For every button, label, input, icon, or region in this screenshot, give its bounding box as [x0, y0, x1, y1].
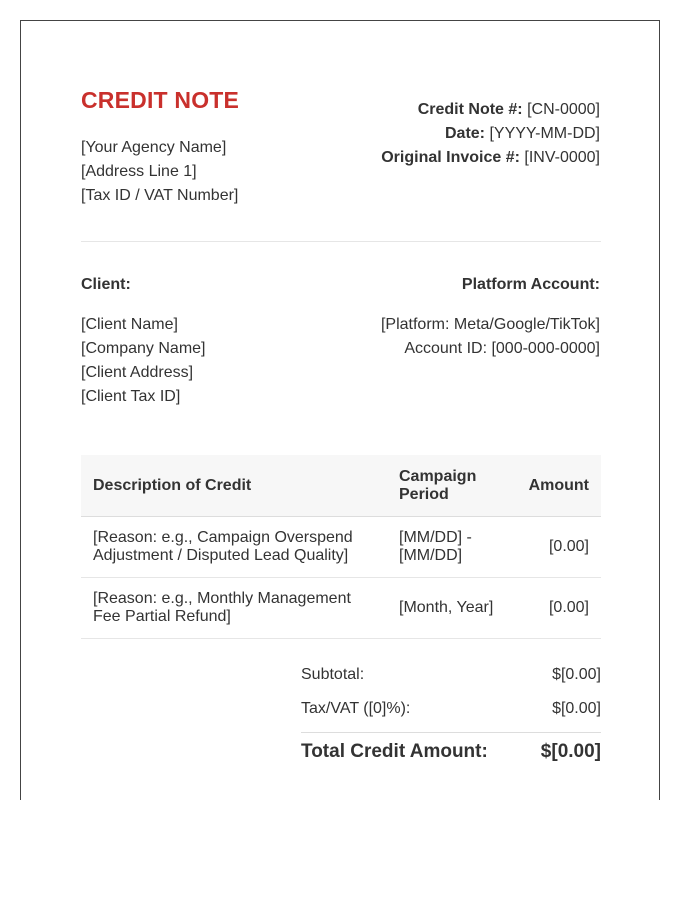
credit-note-label: Credit Note #:	[417, 101, 523, 118]
tax-row	[301, 698, 601, 732]
date-value: [YYYY-MM-DD]	[489, 125, 600, 142]
tax-value: $[0.00]	[552, 700, 601, 717]
client-address: [Client Address]	[81, 364, 194, 381]
client-company: [Company Name]	[81, 340, 206, 357]
document-title: CREDIT NOTE	[81, 87, 240, 113]
table-row	[81, 578, 601, 639]
row-period: [MM/DD] - [MM/DD]	[387, 517, 516, 578]
row-amount: [0.00]	[516, 578, 601, 639]
total-label: Total Credit Amount:	[301, 741, 488, 762]
table-row	[81, 517, 601, 578]
subtotal-row	[301, 664, 601, 698]
client-heading: Client:	[81, 276, 131, 293]
row-description: [Reason: e.g., Campaign Overspend Adjustment / Disputed Lead Quality]	[81, 517, 387, 578]
agency-address: [Address Line 1]	[81, 163, 197, 180]
agency-name: [Your Agency Name]	[81, 139, 227, 156]
header-description: Description of Credit	[81, 455, 387, 517]
date-label: Date:	[445, 125, 486, 142]
tax-label: Tax/VAT ([0]%):	[301, 700, 411, 717]
platform-account-id: Account ID: [000-000-0000]	[404, 340, 600, 357]
header-amount: Amount	[516, 455, 601, 517]
original-invoice-value: [INV-0000]	[524, 149, 600, 166]
original-invoice	[381, 146, 600, 170]
original-invoice-label: Original Invoice #:	[381, 149, 520, 166]
client-tax-id: [Client Tax ID]	[81, 388, 181, 405]
credit-items-table	[81, 455, 601, 639]
header-divider	[81, 241, 601, 242]
credit-note-page	[20, 20, 660, 800]
total-row	[301, 732, 601, 763]
platform-heading: Platform Account:	[461, 276, 600, 293]
credit-note-value: [CN-0000]	[527, 101, 600, 118]
agency-tax-id: [Tax ID / VAT Number]	[81, 187, 239, 204]
client-details	[81, 313, 206, 409]
subtotal-value: $[0.00]	[552, 666, 601, 683]
subtotal-label: Subtotal:	[301, 666, 365, 683]
credit-note-number	[381, 98, 600, 122]
header-campaign-period: Campaign Period	[387, 455, 516, 517]
platform-name: [Platform: Meta/Google/TikTok]	[380, 316, 600, 333]
table-header-row	[81, 455, 601, 517]
total-value: $[0.00]	[540, 741, 601, 762]
totals-section	[301, 664, 601, 763]
row-amount: [0.00]	[516, 517, 601, 578]
client-name: [Client Name]	[81, 316, 178, 333]
platform-details	[381, 313, 600, 361]
document-date	[381, 122, 600, 146]
document-meta	[381, 98, 600, 170]
row-period: [Month, Year]	[387, 578, 516, 639]
agency-info	[81, 136, 238, 208]
row-description: [Reason: e.g., Monthly Management Fee Partial Refund]	[81, 578, 387, 639]
